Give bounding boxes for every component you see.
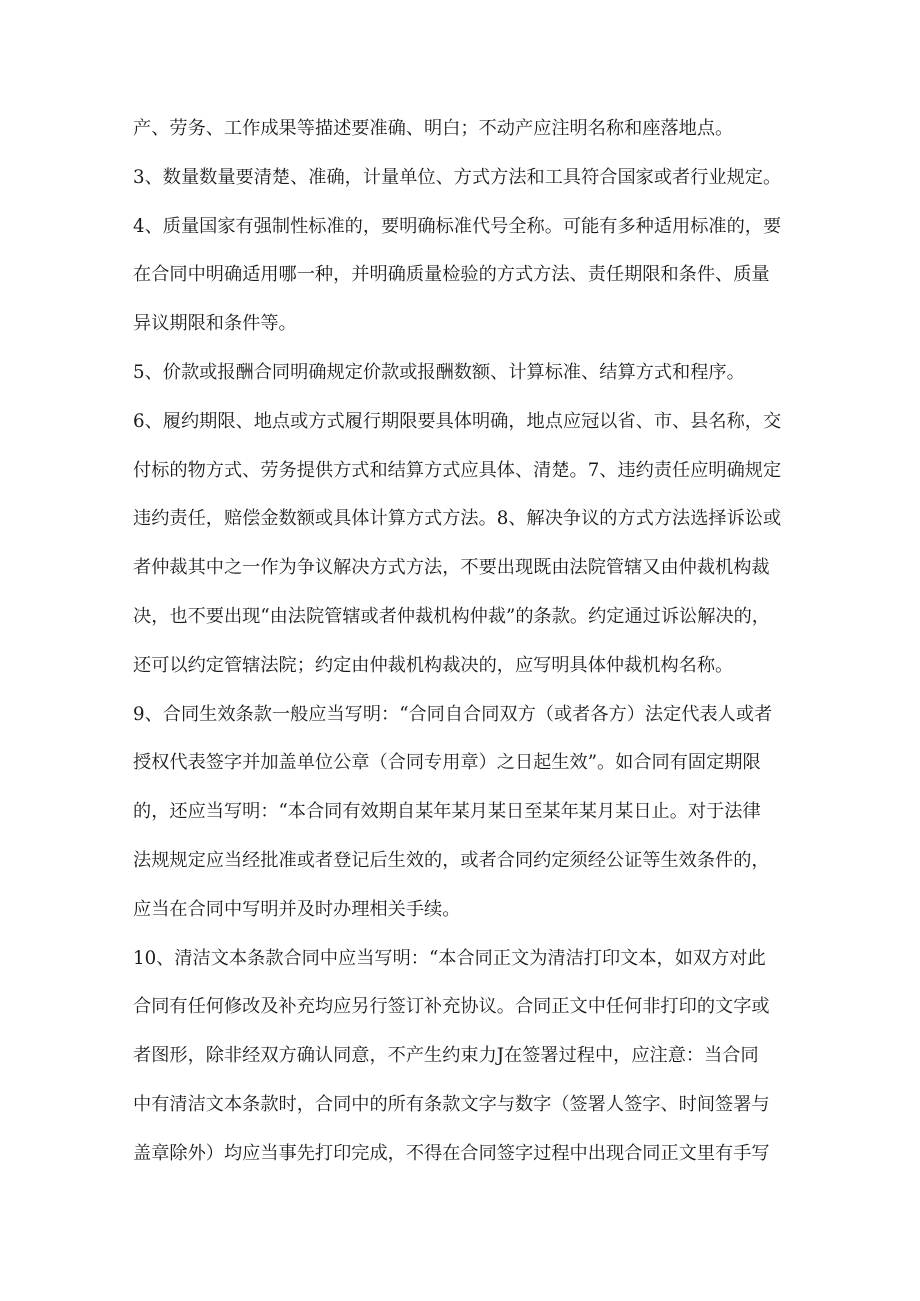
text-line: 产、劳务、工作成果等描述要准确、明白；不动产应注明名称和座落地点。 [133,118,734,139]
text-line: 付标的物方式、劳务提供方式和结算方式应具体、清楚。7、违约责任应明确规定 [133,459,782,481]
text-line: 者仲裁其中之一作为争议解决方式方法，不要出现既由法院管辖又由仲裁机构裁 [133,557,770,579]
text-line: 还可以约定管辖法院；约定由仲裁机构裁决的，应写明具体仲裁机构名称。 [133,654,734,676]
text-line: 3、数量数量要清楚、准确，计量单位、方式方法和工具符合国家或者行业规定。 [133,166,782,188]
text-line: 合同有任何修改及补充均应另行签订补充协议。合同正文中任何非打印的文字或 [133,996,770,1018]
document-body [133,112,805,1186]
text-line: 盖章除外）均应当事先打印完成，不得在合同签字过程中出现合同正文里有手写 [133,1142,770,1164]
text-line: 6、履约期限、地点或方式履行期限要具体明确，地点应冠以省、市、县名称，交 [133,410,782,432]
text-line: 违约责任，赔偿金数额或具体计算方式方法。8、解决争议的方式方法选择诉讼或 [133,508,782,530]
text-line: 异议期限和条件等。 [133,313,297,335]
text-line: 5、价款或报酬合同明确规定价款或报酬数额、计算标准、结算方式和程序。 [133,361,745,383]
text-line: 法规规定应当经批准或者登记后生效的，或者合同约定须经公证等生效条件的， [133,849,770,871]
text-line: 决，也不要出现“由法院管辖或者仲裁机构仲裁”的条款。约定通过诉讼解决的， [133,605,770,627]
text-line: 授权代表签字并加盖单位公章（合同专用章）之日起生效”。如合同有固定期限 [133,752,761,774]
text-line: 9、合同生效条款一般应当写明：“合同自合同双方（或者各方）法定代表人或者 [133,703,773,725]
text-line: 在合同中明确适用哪一种，并明确质量检验的方式方法、责任期限和条件、质量 [133,264,770,286]
text-line: 4、质量国家有强制性标准的，要明确标准代号全称。可能有多种适用标准的，要 [133,215,782,237]
text-line: 的，还应当写明：“本合同有效期自某年某月某日至某年某月某日止。对于法律 [133,801,761,823]
text-line: 者图形，除非经双方确认同意，不产生约束力J在签署过程中，应注意：当合同 [133,1045,759,1067]
text-line: 10、清洁文本条款合同中应当写明：“本合同正文为清洁打印文本，如双方对此 [133,947,766,969]
text-line: 中有清洁文本条款时，合同中的所有条款文字与数字（签署人签字、时间签署与 [133,1093,770,1115]
text-line: 应当在合同中写明并及时办理相关手续。 [133,898,461,920]
